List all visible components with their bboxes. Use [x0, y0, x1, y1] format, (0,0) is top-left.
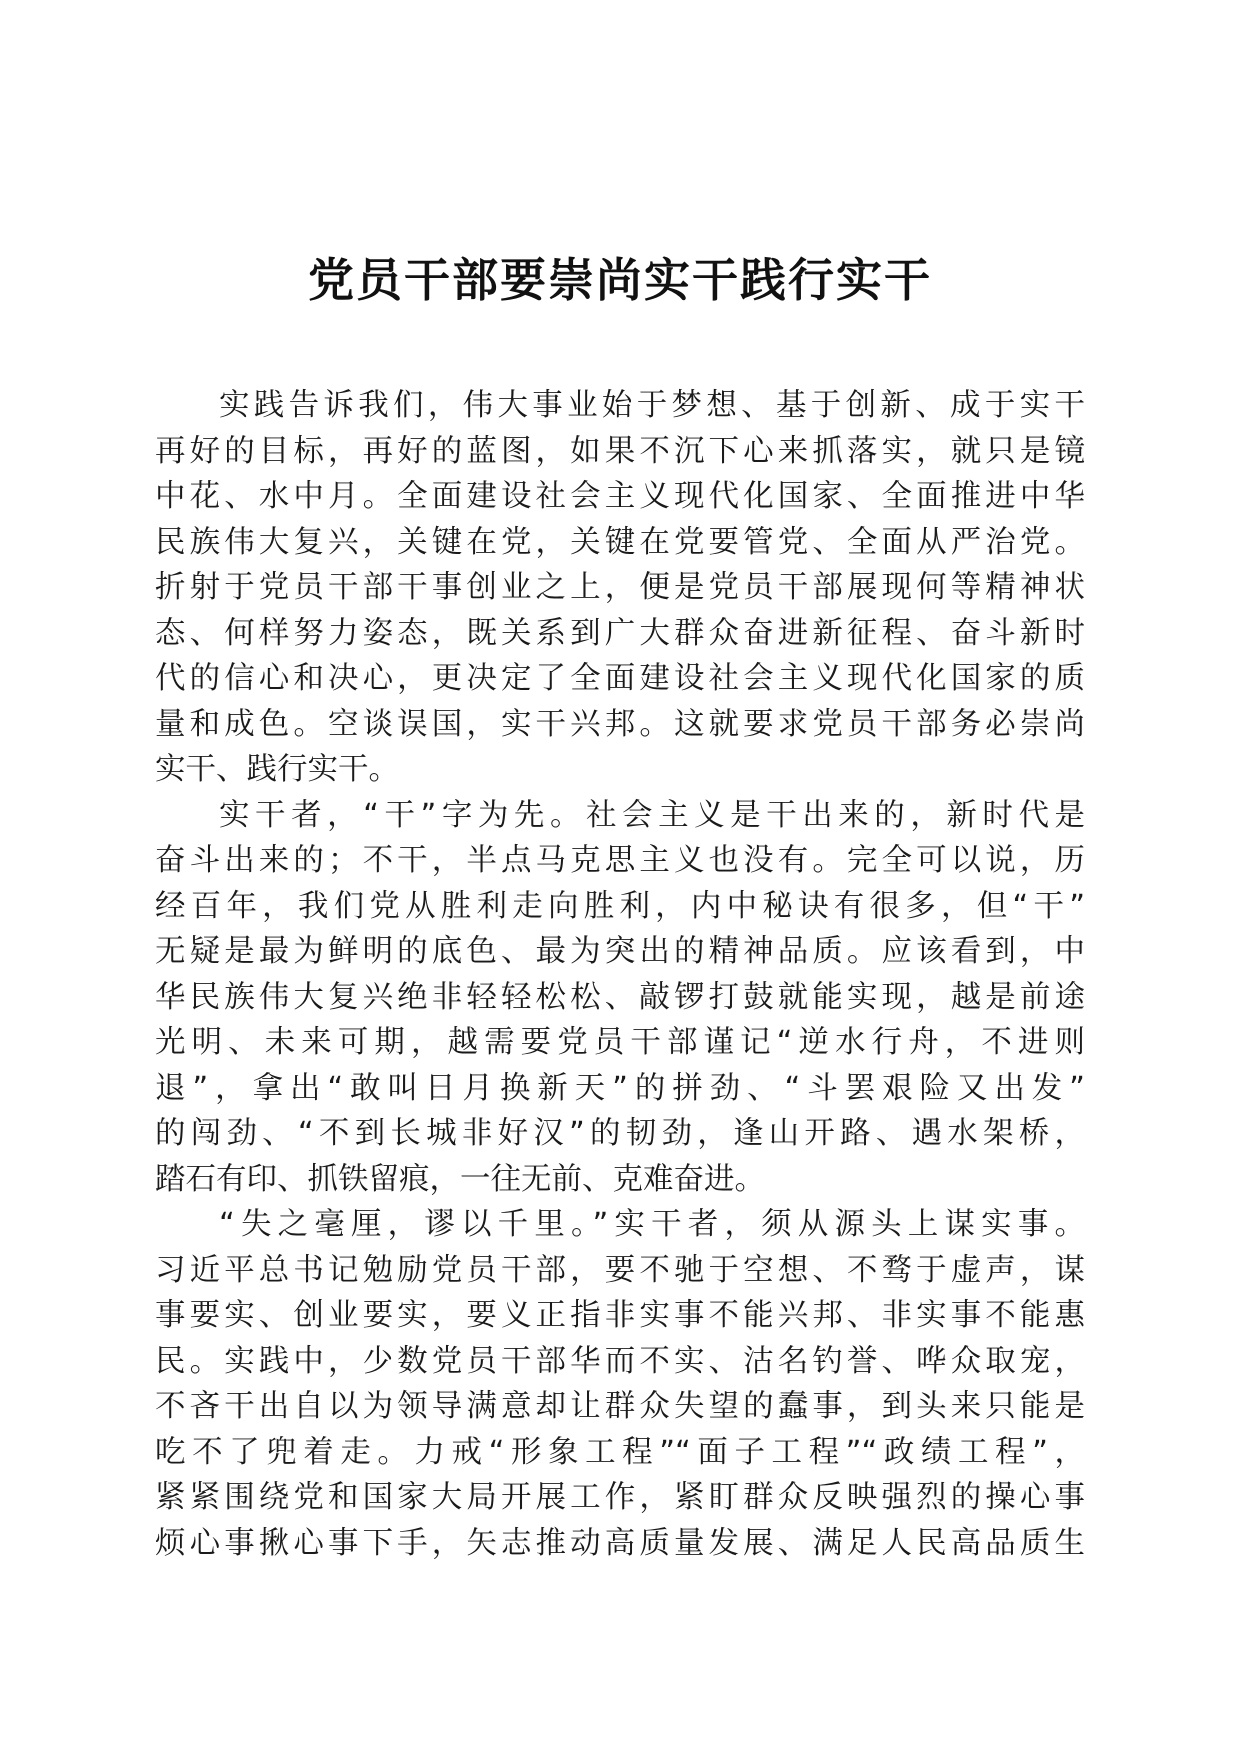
paragraph-line: 奋斗出来的；不干，半点马克思主义也没有。完全可以说，历: [155, 843, 1085, 878]
paragraph-line: 代的信心和决心，更决定了全面建设社会主义现代化国家的质: [155, 661, 1085, 696]
paragraph-line: 实践告诉我们，伟大事业始于梦想、基于创新、成于实干: [219, 388, 1085, 423]
paragraph-line: “失之毫厘，谬以千里。”实干者，须从源头上谋实事。: [219, 1207, 1085, 1242]
paragraph-line: 光明、未来可期，越需要党员干部谨记“逆水行舟，不进则: [155, 1025, 1085, 1060]
paragraph-line: 态、何样努力姿态，既关系到广大群众奋进新征程、奋斗新时: [155, 615, 1085, 651]
paragraph-line: 踏石有印、抓铁留痕，一往无前、克难奋进。: [155, 1161, 765, 1197]
paragraph-line: 紧紧围绕党和国家大局开展工作，紧盯群众反映强烈的操心事: [155, 1480, 1085, 1515]
document-title: 党员干部要崇尚实干践行实干: [308, 253, 932, 307]
paragraph-line: 中花、水中月。全面建设社会主义现代化国家、全面推进中华: [155, 479, 1085, 514]
paragraph-line: 无疑是最为鲜明的底色、最为突出的精神品质。应该看到，中: [155, 934, 1085, 969]
paragraph-line: 华民族伟大复兴绝非轻轻松松、敲锣打鼓就能实现，越是前途: [155, 979, 1085, 1015]
paragraph-line: 习近平总书记勉励党员干部，要不驰于空想、不骛于虚声，谋: [155, 1252, 1085, 1288]
paragraph-line: 不吝干出自以为领导满意却让群众失望的蠢事，到头来只能是: [155, 1389, 1085, 1424]
paragraph-2: [155, 793, 1085, 1203]
paragraph-line: 民族伟大复兴，关键在党，关键在党要管党、全面从严治党。: [155, 524, 1085, 560]
paragraph-line: 民。实践中，少数党员干部华而不实、沽名钓誉、哗众取宠，: [155, 1343, 1085, 1379]
paragraph-line: 再好的目标，再好的蓝图，如果不沉下心来抓落实，就只是镜: [155, 433, 1085, 469]
paragraph-line: 烦心事揪心事下手，矢志推动高质量发展、满足人民高品质生: [155, 1525, 1085, 1561]
paragraph-line: 的闯劲、“不到长城非好汉”的韧劲，逢山开路、遇水架桥，: [155, 1116, 1085, 1151]
paragraph-line: 事要实、创业要实，要义正指非实事不能兴邦、非实事不能惠: [155, 1298, 1085, 1333]
paragraph-line: 折射于党员干部干事创业之上，便是党员干部展现何等精神状: [155, 570, 1085, 605]
paragraph-line: 实干、践行实干。: [155, 752, 399, 787]
paragraph-line: 实干者，“干”字为先。社会主义是干出来的，新时代是: [219, 797, 1085, 833]
paragraph-3: [155, 1202, 1085, 1566]
paragraph-line: 经百年，我们党从胜利走向胜利，内中秘诀有很多，但“干”: [155, 888, 1085, 924]
paragraph-line: 退”，拿出“敢叫日月换新天”的拼劲、“斗罢艰险又出发”: [155, 1070, 1085, 1106]
paragraph-1: [155, 383, 1085, 793]
paragraph-line: 量和成色。空谈误国，实干兴邦。这就要求党员干部务必崇尚: [155, 706, 1085, 742]
document-body: [155, 383, 1085, 1566]
paragraph-line: 吃不了兜着走。力戒“形象工程”“面子工程”“政绩工程”，: [155, 1434, 1085, 1470]
